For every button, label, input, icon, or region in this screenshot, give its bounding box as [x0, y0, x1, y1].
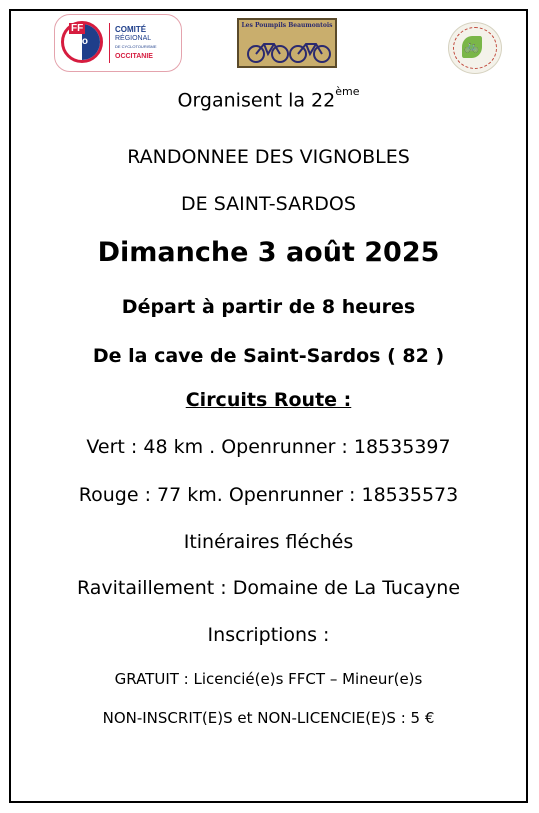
signage-note: Itinéraires fléchés	[183, 531, 354, 553]
event-date: Dimanche 3 août 2025	[97, 237, 440, 268]
intro-number: 22	[311, 89, 336, 112]
departure-location: De la cave de Saint-Sardos ( 82 )	[92, 345, 445, 367]
circuit-red: Rouge : 77 km. Openrunner : 18535573	[78, 484, 459, 506]
departure-time: Départ à partir de 8 heures	[121, 296, 416, 318]
ffvelo-ff-text: FF	[71, 23, 84, 34]
ffvelo-line1: COMITÉ	[115, 25, 147, 34]
tandem-bikes-icon	[247, 34, 331, 64]
poumpils-logo	[237, 18, 337, 68]
cyclist-icon: 🚲	[464, 39, 479, 53]
registration-free: GRATUIT : Licencié(e)s FFCT – Mineur(e)s	[114, 670, 423, 688]
event-title-line1: RANDONNEE DES VIGNOBLES	[127, 146, 410, 168]
intro-prefix: Organisent la	[177, 89, 312, 112]
ffvelo-line4: OCCITANIE	[115, 53, 153, 60]
ffvelo-logo	[54, 14, 182, 72]
ffvelo-divider	[109, 23, 110, 63]
ffvelo-line3: DE CYCLOTOURISME	[115, 44, 157, 49]
ffvelo-line2: RÉGIONAL	[115, 35, 152, 42]
registration-fee: NON-INSCRIT(E)S et NON-LICENCIE(E)S : 5 €	[102, 709, 435, 727]
circuits-heading: Circuits Route :	[185, 389, 352, 411]
event-title-line2: DE SAINT-SARDOS	[181, 193, 356, 215]
intro-superscript: ème	[335, 85, 360, 98]
flyer-page	[9, 9, 528, 803]
refreshment-note: Ravitaillement : Domaine de La Tucayne	[76, 577, 461, 599]
intro-line	[11, 85, 526, 112]
circuit-green: Vert : 48 km . Openrunner : 18535397	[86, 436, 451, 458]
poumpils-title: Les Poumpils Beaumontois	[241, 22, 333, 29]
ffvelo-velo-text: vélo	[68, 36, 89, 47]
registration-heading: Inscriptions :	[207, 624, 330, 646]
club-logo	[448, 22, 502, 74]
